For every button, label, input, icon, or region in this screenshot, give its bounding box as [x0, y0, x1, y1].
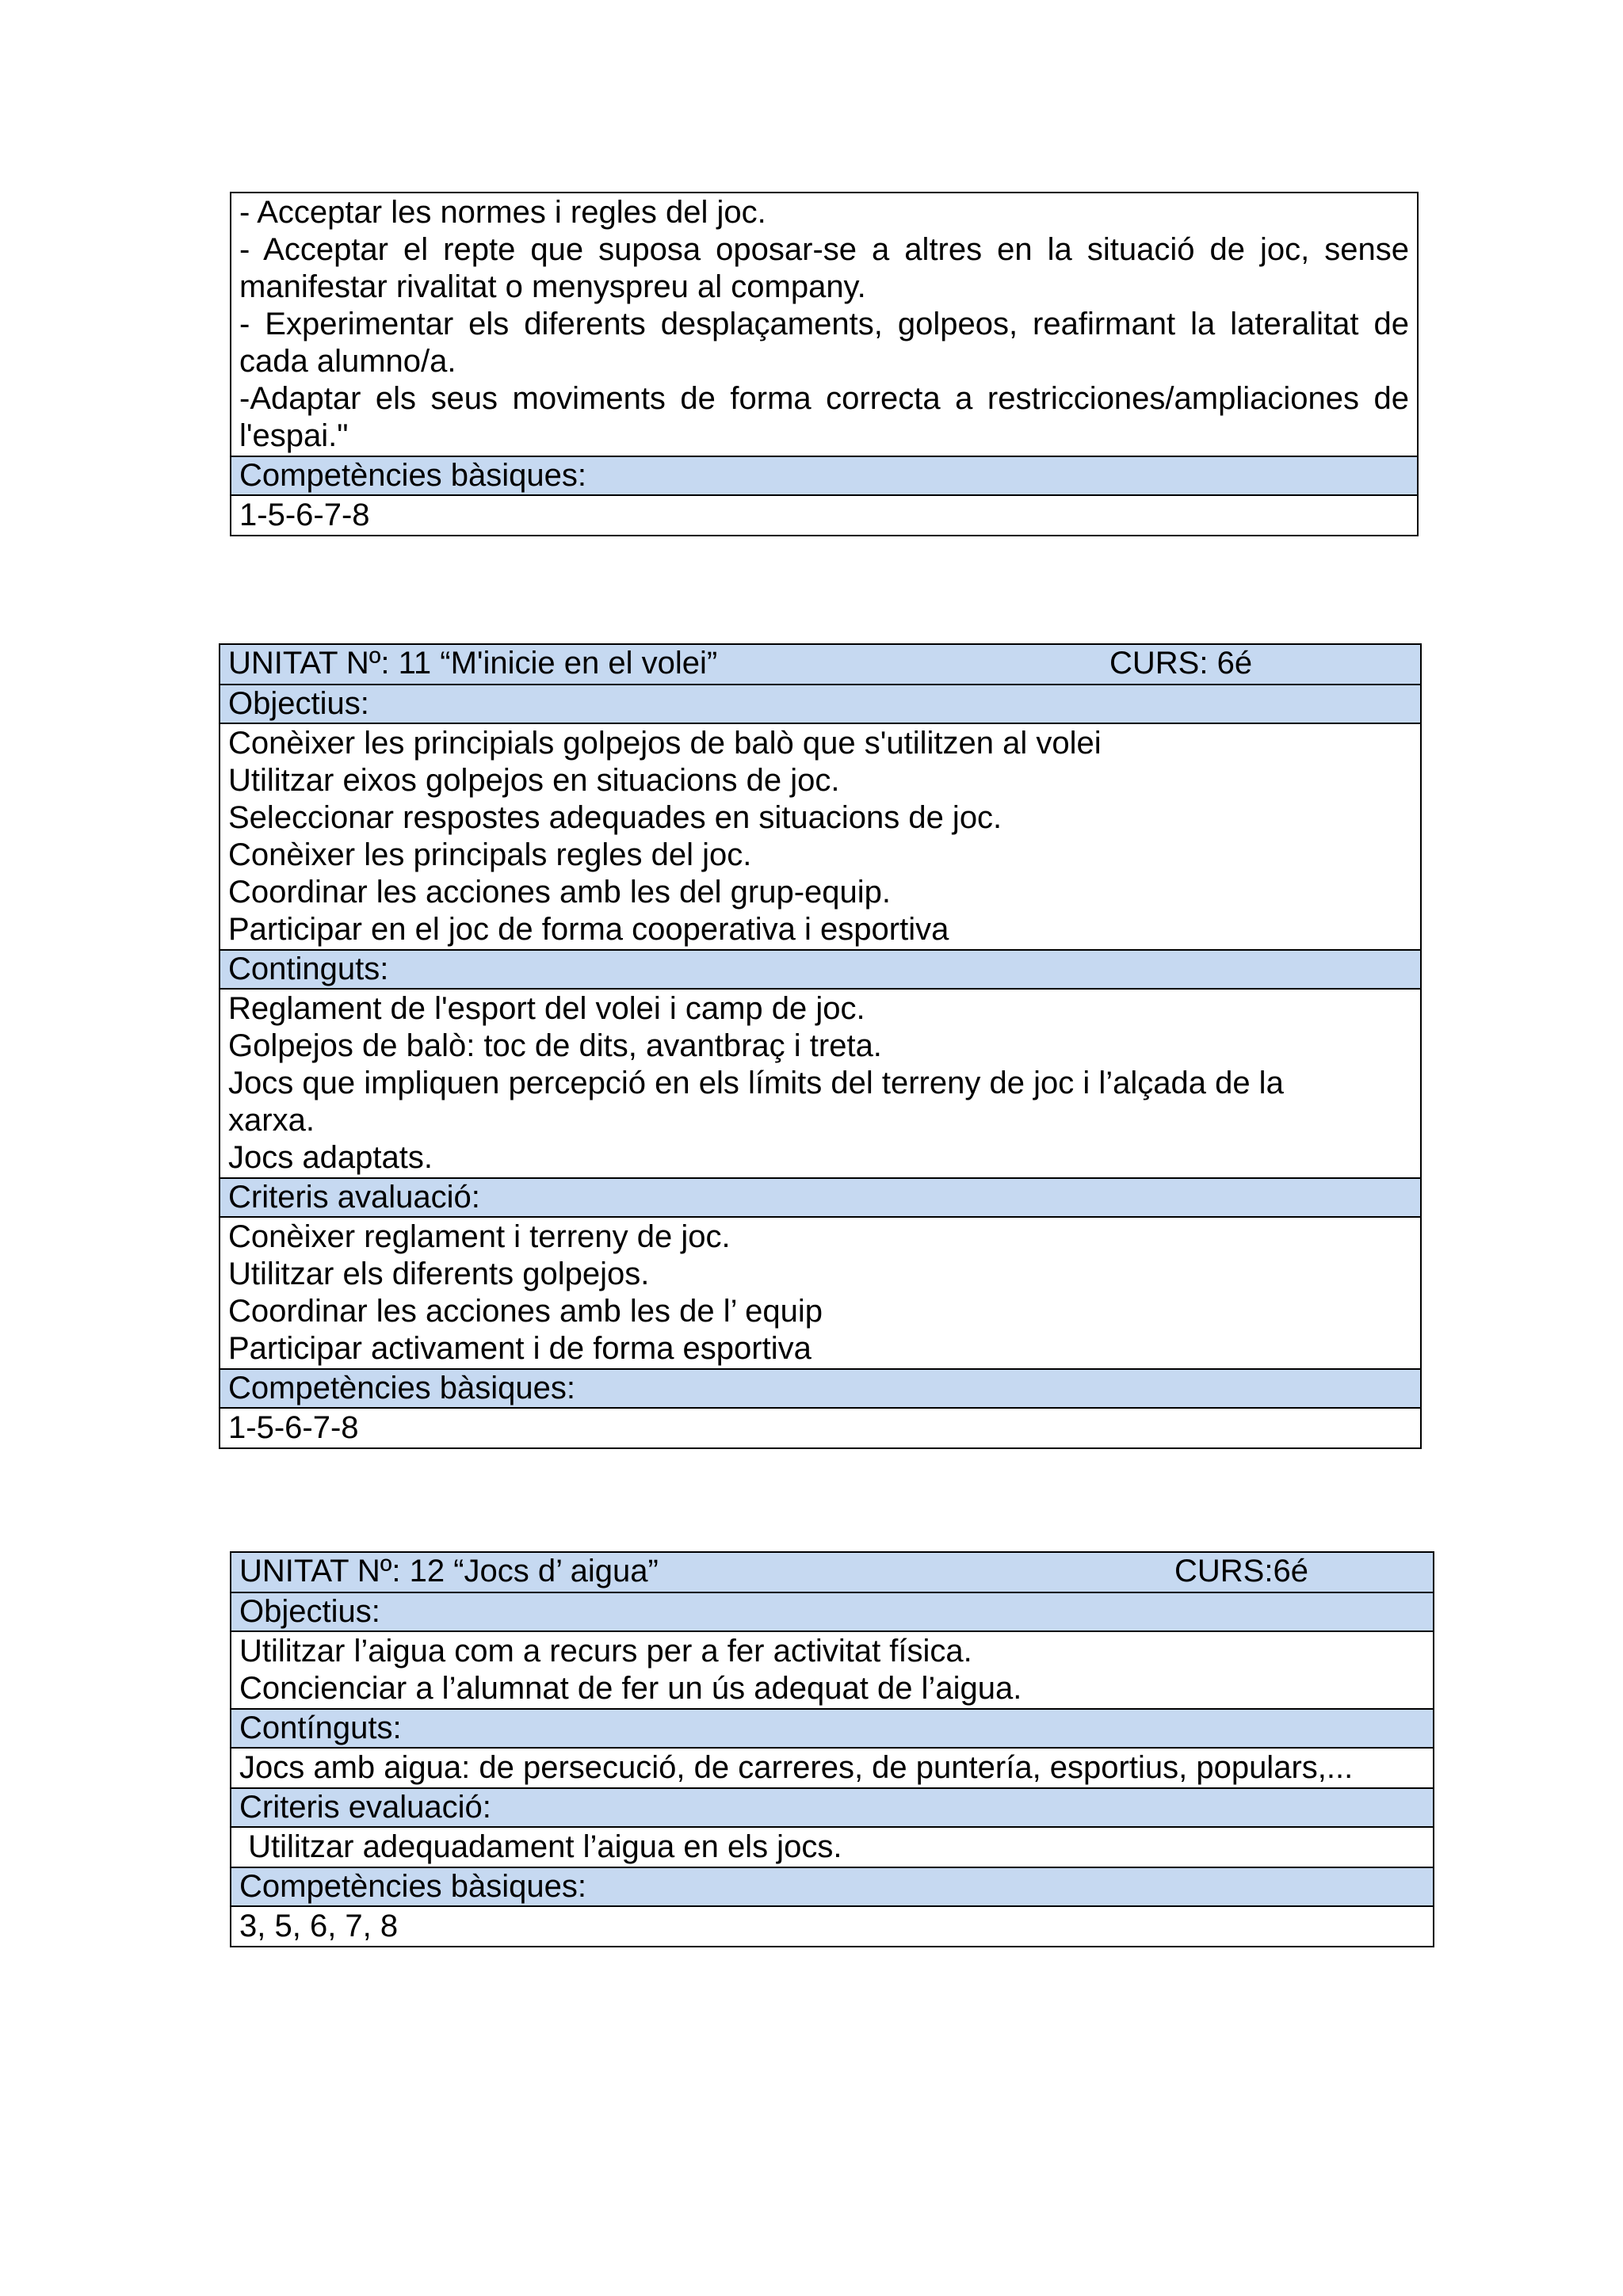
- content-item: Reglament de l'esport del volei i camp de joc.: [228, 991, 865, 1026]
- objective-item: Utilitzar l’aigua com a recurs per a fer activitat física.: [239, 1634, 972, 1669]
- course-label: CURS: 6é: [1109, 646, 1253, 681]
- course-label: CURS:6é: [1174, 1554, 1308, 1589]
- contents-cell: [231, 1747, 1433, 1787]
- competencies-value: 1-5-6-7-8: [220, 1407, 1420, 1447]
- criteria-item: Conèixer reglament i terreny de joc.: [228, 1219, 731, 1254]
- objectives-header: Objectius:: [231, 1592, 1433, 1630]
- objective-item: Conèixer les principals regles del joc.: [228, 837, 752, 872]
- unit-title: UNITAT Nº: 12 “Jocs d’ aigua”: [239, 1554, 659, 1589]
- objective-item: Concienciar a l’alumnat de fer un ús adequat de l’aigua.: [239, 1671, 1022, 1706]
- content-item: Golpejos de balò: toc de dits, avantbraç i treta.: [228, 1028, 882, 1063]
- objectives-cell: [220, 723, 1420, 949]
- objective-item: Conèixer les principials golpejos de balò que s'utilitzen al volei: [228, 726, 1102, 761]
- unit-11-table: [219, 643, 1422, 1449]
- criteria-item: Coordinar les acciones amb les de l’ equip: [228, 1294, 823, 1329]
- objectives-cell: [231, 1630, 1433, 1708]
- objectives-continuation-cell: [231, 193, 1417, 456]
- contents-header: Continguts:: [220, 949, 1420, 988]
- contents-cell: [220, 988, 1420, 1177]
- competencies-header: Competències bàsiques:: [231, 456, 1417, 494]
- contents-header: Contínguts:: [231, 1708, 1433, 1747]
- content-item: Jocs amb aigua: de persecució, de carreres, de puntería, esportius, populars,...: [239, 1750, 1354, 1785]
- competencies-value: 1-5-6-7-8: [231, 494, 1417, 535]
- objective-item: Participar en el joc de forma cooperativa i esportiva: [228, 912, 949, 947]
- criteria-item: Utilitzar adequadament l’aigua en els jocs.: [239, 1829, 842, 1864]
- content-item: xarxa.: [228, 1103, 315, 1138]
- unit-title-row: [231, 1553, 1433, 1592]
- content-item: Jocs que impliquen percepció en els límits del terreny de joc i l’alçada de la: [228, 1066, 1284, 1100]
- unit-title: UNITAT Nº: 11 “M'inicie en el volei”: [228, 646, 718, 681]
- competencies-header: Competències bàsiques:: [231, 1867, 1433, 1905]
- criteria-header: Criteris avaluació:: [220, 1177, 1420, 1216]
- content-item: Jocs adaptats.: [228, 1140, 433, 1175]
- criteria-cell: [231, 1826, 1433, 1867]
- unit-12-table: [230, 1551, 1434, 1947]
- criteria-cell: [220, 1216, 1420, 1368]
- unit-title-row: [220, 645, 1420, 684]
- objective-line: - Acceptar les normes i regles del joc.: [239, 195, 766, 230]
- objective-item: Seleccionar respostes adequades en situacions de joc.: [228, 800, 1002, 835]
- criteria-header: Criteris evaluació:: [231, 1787, 1433, 1826]
- objectives-header: Objectius:: [220, 684, 1420, 723]
- objective-line: manifestar rivalitat o menyspreu al company.: [239, 269, 866, 304]
- competencies-value: 3, 5, 6, 7, 8: [231, 1905, 1433, 1946]
- criteria-item: Participar activament i de forma esportiva: [228, 1331, 812, 1366]
- objective-line: l'espai.": [239, 418, 349, 453]
- objectives-continuation-table: [230, 192, 1419, 536]
- objective-line: - Acceptar el repte que suposa oposar-se a altres en la situació de joc, sense: [239, 232, 1409, 267]
- objective-line: -Adaptar els seus moviments de forma correcta a restricciones/ampliaciones de: [239, 381, 1409, 416]
- objective-item: Utilitzar eixos golpejos en situacions de joc.: [228, 763, 840, 798]
- objective-line: - Experimentar els diferents desplaçaments, golpeos, reafirmant la lateralitat de: [239, 307, 1409, 341]
- competencies-header: Competències bàsiques:: [220, 1368, 1420, 1407]
- objective-line: cada alumno/a.: [239, 344, 456, 379]
- criteria-item: Utilitzar els diferents golpejos.: [228, 1257, 650, 1291]
- objective-item: Coordinar les acciones amb les del grup-equip.: [228, 875, 892, 910]
